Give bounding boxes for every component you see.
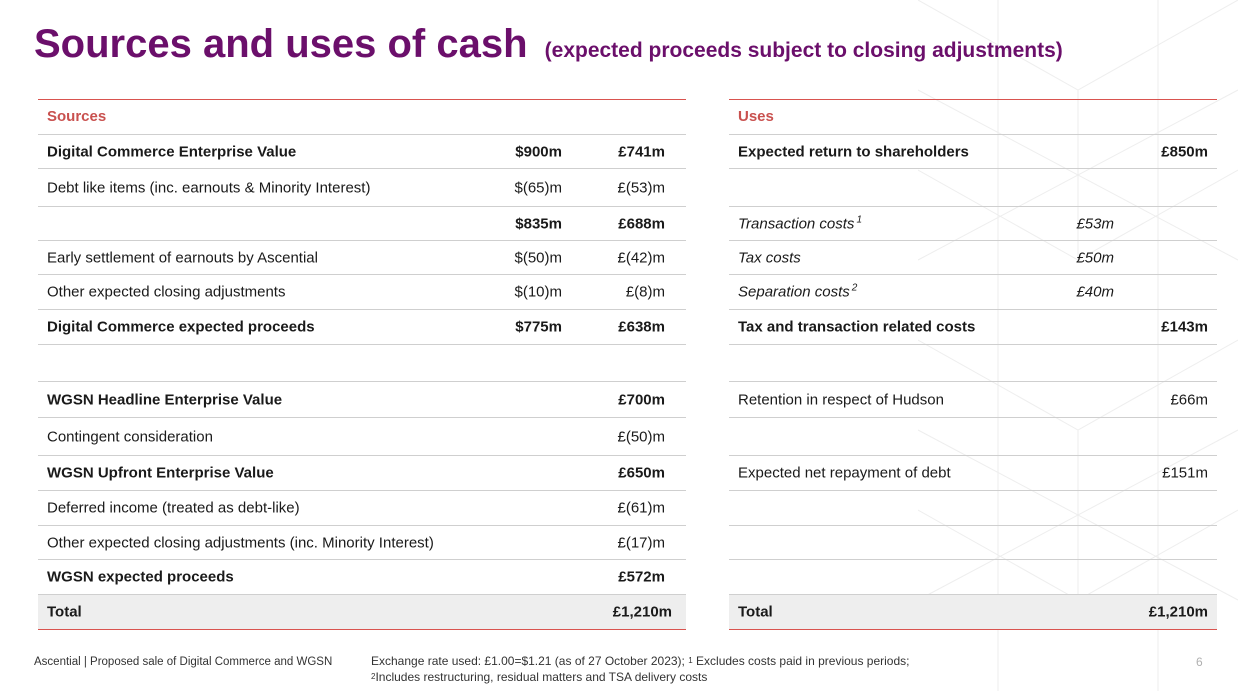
table-row (38, 491, 686, 526)
table-row (38, 135, 686, 169)
row-label-text: Separation costs (738, 283, 850, 301)
usd-value: $(50)m (514, 249, 562, 266)
total-value: £1,210m (1148, 603, 1208, 621)
total-label: Total (738, 603, 773, 621)
row-label (738, 215, 862, 232)
gbp-value: £(53)m (617, 179, 665, 196)
row-label: Debt like items (inc. earnouts & Minority Interest) (47, 179, 371, 196)
footnote-2-text: Includes restructuring, residual matters and TSA delivery costs (375, 670, 708, 684)
usd-value: $835m (515, 215, 562, 232)
footnote-ref: 2 (851, 282, 858, 294)
table-row (38, 207, 686, 241)
footnote-line-2 (371, 669, 909, 685)
gbp-value: £700m (618, 391, 665, 408)
empty-row (729, 526, 1217, 560)
page-number: 6 (1196, 655, 1203, 669)
exchange-rate-note: Exchange rate used: £1.00=$1.21 (as of 27 October 2023); (371, 654, 685, 668)
table-row (729, 241, 1217, 275)
footnote-ref: 1 (856, 214, 862, 225)
title-main: Sources and uses of cash (34, 22, 528, 66)
sub-value: £53m (1076, 215, 1114, 232)
table-row (729, 382, 1217, 418)
footnote-1-text: Excludes costs paid in previous periods; (696, 654, 910, 668)
total-value: £1,210m (612, 603, 672, 621)
sources-header: Sources (38, 99, 686, 135)
table-row (729, 456, 1217, 491)
row-label: Expected return to shareholders (738, 143, 969, 160)
row-label: WGSN expected proceeds (47, 568, 234, 586)
title-subtitle: (expected proceeds subject to closing adjustments) (544, 39, 1063, 62)
usd-value: $(65)m (514, 179, 562, 196)
table-row (729, 207, 1217, 241)
table-row (38, 382, 686, 418)
empty-row (729, 169, 1217, 207)
sources-table (38, 99, 686, 630)
spacer-row (729, 345, 1217, 382)
row-label: Digital Commerce Enterprise Value (47, 143, 297, 160)
gbp-value: £(50)m (617, 428, 665, 445)
table-row (38, 169, 686, 207)
footnote-line-1 (371, 653, 909, 669)
table-row (729, 310, 1217, 345)
footnote-number: 1 (688, 656, 693, 665)
gbp-value: £741m (618, 143, 665, 160)
table-row (38, 241, 686, 275)
gbp-value: £572m (618, 568, 665, 586)
row-label: WGSN Headline Enterprise Value (47, 391, 283, 408)
total-value: £143m (1161, 318, 1208, 336)
table-row (38, 418, 686, 456)
row-label: Expected net repayment of debt (738, 464, 951, 482)
row-label-text: Transaction costs (738, 215, 855, 232)
sub-value: £40m (1076, 283, 1114, 301)
table-row (38, 560, 686, 595)
table-row (38, 310, 686, 345)
empty-row (729, 491, 1217, 526)
row-label: Early settlement of earnouts by Ascential (47, 249, 318, 266)
page-title (34, 22, 1063, 67)
usd-value: $775m (515, 318, 562, 336)
total-row (729, 595, 1217, 630)
table-row (729, 135, 1217, 169)
uses-header: Uses (729, 99, 1217, 135)
sub-value: £50m (1076, 249, 1114, 266)
row-label: Digital Commerce expected proceeds (47, 318, 315, 336)
row-label: Other expected closing adjustments (47, 283, 286, 301)
gbp-value: £688m (618, 215, 665, 232)
usd-value: $900m (515, 143, 562, 160)
total-value: £850m (1161, 143, 1208, 160)
row-label: Retention in respect of Hudson (738, 391, 944, 408)
table-row (38, 526, 686, 560)
usd-value: $(10)m (514, 283, 562, 301)
uses-table (729, 99, 1217, 630)
total-value: £151m (1162, 464, 1208, 482)
gbp-value: £(17)m (617, 534, 665, 551)
spacer-row (38, 345, 686, 382)
gbp-value: £(61)m (617, 499, 665, 517)
row-label (738, 284, 857, 301)
row-label: Deferred income (treated as debt-like) (47, 499, 300, 517)
row-label: Tax costs (738, 249, 801, 266)
footnote-number: 2 (371, 672, 376, 681)
gbp-value: £638m (618, 318, 665, 336)
row-label: Contingent consideration (47, 428, 213, 445)
table-row (729, 275, 1217, 310)
total-row (38, 595, 686, 630)
footer-brand: Ascential | Proposed sale of Digital Commerce and WGSN (34, 656, 333, 668)
table-row (38, 275, 686, 310)
row-label: Other expected closing adjustments (inc. Minority Interest) (47, 534, 434, 551)
empty-row (729, 560, 1217, 595)
gbp-value: £650m (618, 464, 665, 482)
row-label: WGSN Upfront Enterprise Value (47, 464, 274, 482)
gbp-value: £(8)m (625, 283, 665, 301)
gbp-value: £(42)m (617, 249, 665, 266)
table-row (38, 456, 686, 491)
row-label: Tax and transaction related costs (738, 318, 976, 336)
total-value: £66m (1170, 391, 1208, 408)
total-label: Total (47, 603, 82, 621)
footer-notes (371, 653, 909, 685)
empty-row (729, 418, 1217, 456)
